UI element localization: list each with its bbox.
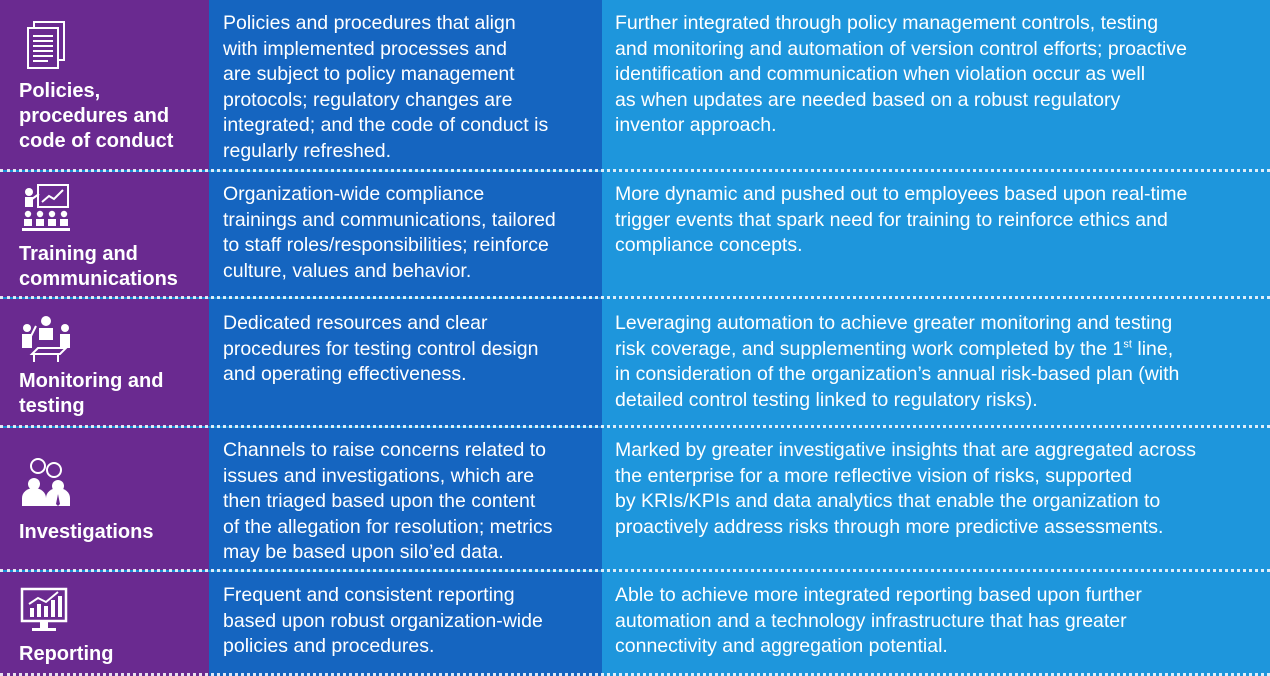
future-state-text: Able to achieve more integrated reporting based upon further automation and a technology infrastructure that has greater connectivity and aggregation potential. bbox=[615, 584, 1142, 658]
current-state-text: Policies and procedures that align with implemented processes and are subject to policy management protocols; regulatory changes are integrated; and the code of conduct is regularly refreshed. bbox=[223, 12, 549, 162]
row-label-cell bbox=[0, 172, 209, 297]
future-state-cell bbox=[602, 172, 1270, 297]
row-separator bbox=[0, 296, 1270, 299]
table-row bbox=[0, 428, 1270, 570]
table-row bbox=[0, 572, 1270, 676]
future-state-text bbox=[615, 311, 1260, 413]
table-row bbox=[0, 299, 1270, 426]
ordinal-suffix: st bbox=[1123, 338, 1132, 351]
current-state-text: Dedicated resources and clear procedures for testing control design and operating effectiveness. bbox=[223, 312, 539, 386]
row-label: Policies, procedures and code of conduct bbox=[19, 80, 174, 152]
row-label-cell bbox=[0, 572, 209, 676]
future-state-cell bbox=[602, 428, 1270, 570]
future-state-cell bbox=[602, 299, 1270, 426]
future-state-text: Marked by greater investigative insights that are aggregated across the enterprise for a more reflective vision of risks, supported by KRIs/KPIs and data analytics that enable the organization to proactively address risks through more predictive assessments. bbox=[615, 439, 1196, 538]
row-separator bbox=[0, 569, 1270, 572]
row-label: Investigations bbox=[19, 521, 154, 543]
future-state-cell bbox=[602, 572, 1270, 676]
current-state-text: Organization-wide compliance trainings and communications, tailored to staff roles/responsibilities; reinforce culture, values and behavior. bbox=[223, 183, 556, 282]
future-state-text-part: line, in consideration of the organization’s annual risk-based plan (with detailed control testing linked to regulatory risks). bbox=[615, 337, 1180, 411]
row-label: Reporting bbox=[19, 643, 114, 665]
row-label-cell bbox=[0, 428, 209, 570]
current-state-cell bbox=[209, 572, 602, 676]
current-state-cell bbox=[209, 299, 602, 426]
row-label: Training and communications bbox=[19, 243, 178, 290]
current-state-cell bbox=[209, 0, 602, 170]
future-state-text: Further integrated through policy management controls, testing and monitoring and automation of version control efforts; proactive identification and communication when violation occur as well as when updates are needed based on a robust regulatory inventor approach. bbox=[615, 12, 1187, 137]
current-state-text: Frequent and consistent reporting based upon robust organization-wide policies and procedures. bbox=[223, 584, 543, 658]
meeting-icon bbox=[20, 314, 72, 366]
future-state-text: More dynamic and pushed out to employees based upon real-time trigger events that spark need for training to reinforce ethics and compliance concepts. bbox=[615, 183, 1188, 257]
row-separator bbox=[0, 425, 1270, 428]
future-state-cell bbox=[602, 0, 1270, 170]
people-icon bbox=[20, 456, 72, 508]
row-label: Monitoring and testing bbox=[19, 370, 164, 417]
row-label-cell bbox=[0, 0, 209, 170]
current-state-cell bbox=[209, 172, 602, 297]
table-row bbox=[0, 172, 1270, 297]
row-separator bbox=[0, 169, 1270, 172]
chart-monitor-icon bbox=[20, 586, 72, 638]
future-state-text-part: Leveraging automation to achieve greater monitoring and testing risk coverage, and supplementing work completed by the 1 bbox=[615, 312, 1173, 360]
current-state-text: Channels to raise concerns related to issues and investigations, which are then triaged based upon the content of the allegation for resolution; metrics may be based upon silo’ed data. bbox=[223, 439, 553, 564]
row-label-cell bbox=[0, 299, 209, 426]
current-state-cell bbox=[209, 428, 602, 570]
presentation-icon bbox=[20, 182, 72, 234]
documents-icon bbox=[20, 20, 72, 72]
table-row bbox=[0, 0, 1270, 170]
